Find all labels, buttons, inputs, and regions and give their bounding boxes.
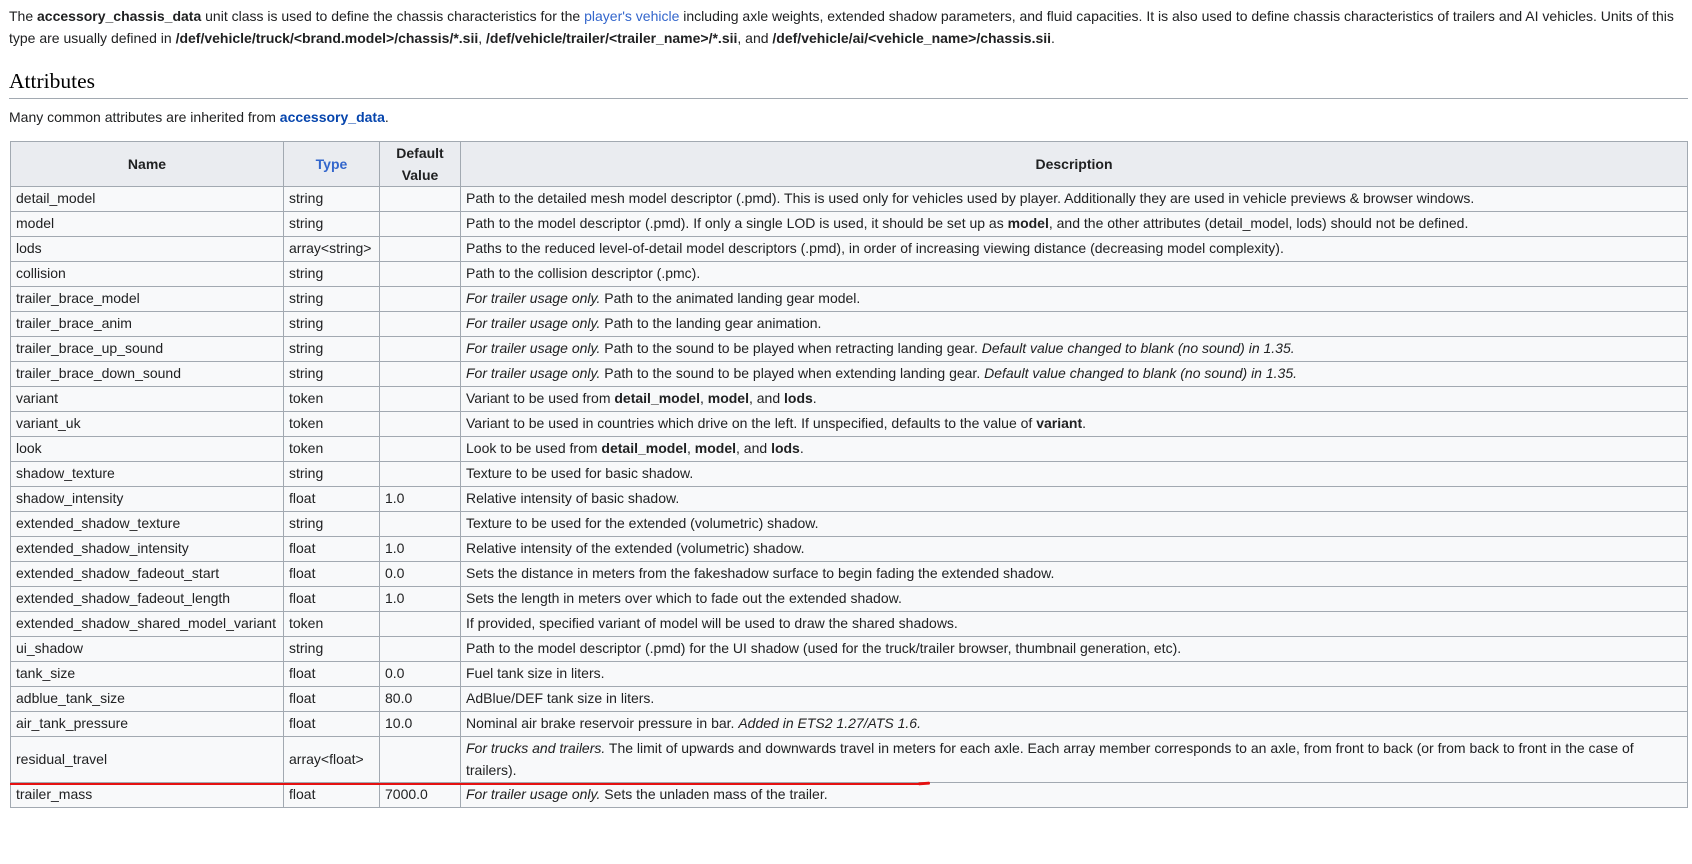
attribute-description: Relative intensity of the extended (volumetric) shadow. [461, 537, 1688, 562]
desc-note: For trailer usage only. [466, 340, 601, 357]
desc-text: Path to the model descriptor (.pmd). If only a single LOD is used, it should be set up as [466, 215, 1008, 232]
attribute-name: variant_uk [11, 412, 284, 437]
table-header-row [11, 142, 1688, 187]
attribute-description [461, 312, 1688, 337]
desc-keyword: lods [771, 440, 800, 457]
players-vehicle-link[interactable]: player's vehicle [584, 8, 680, 24]
desc-keyword: model [694, 440, 737, 457]
table-row-adblue-tank-size [11, 687, 1688, 712]
path-ai: /def/vehicle/ai/<vehicle_name>/chassis.sii [772, 30, 1052, 46]
desc-text: , [687, 440, 695, 457]
desc-keyword: detail_model [614, 390, 700, 407]
attribute-default: 1.0 [380, 487, 461, 512]
attribute-name: trailer_mass [11, 783, 284, 808]
desc-text: Path to the sound to be played when retracting landing gear. [600, 340, 982, 357]
table-row-air-tank-pressure [11, 712, 1688, 737]
attribute-type: string [284, 262, 380, 287]
desc-text: Path to the landing gear animation. [600, 315, 822, 332]
attribute-name: lods [11, 237, 284, 262]
attribute-description [461, 387, 1688, 412]
attribute-type: string [284, 637, 380, 662]
table-row-extended-shadow-fadeout-length [11, 587, 1688, 612]
attribute-default [380, 612, 461, 637]
attribute-default [380, 637, 461, 662]
desc-text: . [812, 390, 817, 407]
attribute-type: float [284, 687, 380, 712]
attribute-description: Sets the length in meters over which to fade out the extended shadow. [461, 587, 1688, 612]
attribute-default: 1.0 [380, 587, 461, 612]
intro-paragraph [9, 5, 1689, 49]
path-trailer: /def/vehicle/trailer/<trailer_name>/*.sii [486, 30, 738, 46]
header-type[interactable] [284, 142, 380, 187]
attribute-name: trailer_brace_model [11, 287, 284, 312]
attribute-name: extended_shadow_texture [11, 512, 284, 537]
attributes-heading: Attributes [9, 66, 1688, 99]
attribute-description [461, 437, 1688, 462]
table-row-trailer-brace-up-sound [11, 337, 1688, 362]
type-link[interactable]: Type [315, 156, 348, 172]
accessory-data-link[interactable] [280, 109, 385, 125]
desc-keyword: variant [1036, 415, 1083, 432]
attribute-type: string [284, 187, 380, 212]
attribute-description: Fuel tank size in liters. [461, 662, 1688, 687]
inherit-text: . [384, 109, 389, 125]
attribute-type: float [284, 783, 380, 808]
attribute-name: trailer_brace_down_sound [11, 362, 284, 387]
attribute-description [461, 337, 1688, 362]
desc-note: Default value changed to blank (no sound) in 1.35. [981, 340, 1295, 357]
attribute-name: trailer_brace_up_sound [11, 337, 284, 362]
header-default-line2: Value [401, 167, 439, 183]
attribute-default: 10.0 [380, 712, 461, 737]
desc-keyword: model [707, 390, 749, 407]
desc-text: Nominal air brake reservoir pressure in bar. [466, 715, 739, 732]
attribute-default [380, 512, 461, 537]
table-row-variant [11, 387, 1688, 412]
inherit-note [9, 106, 389, 128]
intro-text: . [1051, 30, 1055, 46]
attribute-default [380, 412, 461, 437]
attribute-type: token [284, 437, 380, 462]
attribute-description [461, 712, 1688, 737]
header-name: Name [11, 142, 284, 187]
attribute-description: Path to the detailed mesh model descriptor (.pmd). This is used only for vehicles used by player. Additionally they are used in vehicle previews & browser windows. [461, 187, 1688, 212]
desc-keyword: detail_model [601, 440, 688, 457]
desc-note: For trailer usage only. [466, 365, 601, 382]
attribute-type: string [284, 312, 380, 337]
attribute-description: Paths to the reduced level-of-detail model descriptors (.pmd), in order of increasing viewing distance (decreasing model complexity). [461, 237, 1688, 262]
intro-text: , [478, 30, 487, 46]
table-row-model [11, 212, 1688, 237]
attribute-default: 0.0 [380, 662, 461, 687]
table-row-trailer-brace-anim [11, 312, 1688, 337]
desc-text: Sets the unladen mass of the trailer. [600, 786, 828, 803]
desc-note: For trailer usage only. [466, 786, 601, 803]
intro-text: , and [737, 30, 773, 46]
table-row-ui-shadow [11, 637, 1688, 662]
header-default-value [380, 142, 461, 187]
desc-note: For trailer usage only. [466, 315, 601, 332]
table-row-detail-model [11, 187, 1688, 212]
attribute-description [461, 362, 1688, 387]
table-row-extended-shadow-texture [11, 512, 1688, 537]
desc-text: Path to the animated landing gear model. [600, 290, 861, 307]
table-row-residual-travel [11, 737, 1688, 783]
attribute-type: float [284, 587, 380, 612]
attribute-name: trailer_brace_anim [11, 312, 284, 337]
attribute-type: string [284, 362, 380, 387]
attribute-name: adblue_tank_size [11, 687, 284, 712]
attribute-description: Path to the collision descriptor (.pmc). [461, 262, 1688, 287]
attribute-name: residual_travel [11, 737, 284, 783]
desc-note: Added in ETS2 1.27/ATS 1.6. [738, 715, 921, 732]
desc-keyword: lods [784, 390, 813, 407]
path-truck: /def/vehicle/truck/<brand.model>/chassis/*.sii [175, 30, 479, 46]
attribute-default: 1.0 [380, 537, 461, 562]
attribute-description: If provided, specified variant of model will be used to draw the shared shadows. [461, 612, 1688, 637]
table-row-extended-shadow-shared-model-variant [11, 612, 1688, 637]
attribute-default [380, 437, 461, 462]
desc-note: For trucks and trailers. [466, 740, 606, 756]
attribute-type: float [284, 562, 380, 587]
attribute-description: Texture to be used for basic shadow. [461, 462, 1688, 487]
table-body [11, 187, 1688, 808]
attribute-default [380, 737, 461, 783]
attribute-name: tank_size [11, 662, 284, 687]
table-row-extended-shadow-fadeout-start [11, 562, 1688, 587]
attribute-type: string [284, 337, 380, 362]
desc-note: Default value changed to blank (no sound) in 1.35. [984, 365, 1297, 382]
desc-text: . [1082, 415, 1087, 432]
desc-text: . [799, 440, 804, 457]
attribute-name: shadow_intensity [11, 487, 284, 512]
attribute-type: string [284, 287, 380, 312]
attribute-default [380, 287, 461, 312]
table-row-tank-size [11, 662, 1688, 687]
table-row-look [11, 437, 1688, 462]
attribute-default [380, 312, 461, 337]
accessory-data-link-label: accessory_data [279, 109, 385, 125]
table-row-shadow-texture [11, 462, 1688, 487]
attribute-name: extended_shadow_fadeout_length [11, 587, 284, 612]
attribute-description: Relative intensity of basic shadow. [461, 487, 1688, 512]
table-row-trailer-mass [11, 783, 1688, 808]
class-name: accessory_chassis_data [37, 8, 202, 24]
desc-text: The limit of upwards and downwards travel in meters for each axle. Each array member corresponds to an axle, from front to back (or from back to front in the case of trailers). [466, 740, 1634, 778]
table-row-collision [11, 262, 1688, 287]
attribute-default [380, 387, 461, 412]
intro-text: including axle weights, extended shadow parameters, and fluid capacities. It is also used to define chassis characteristics of trailers and AI vehicles. Units of this type are usually defined in [9, 8, 1674, 46]
attribute-description [461, 212, 1688, 237]
attribute-name: extended_shadow_intensity [11, 537, 284, 562]
attribute-type: float [284, 712, 380, 737]
desc-text: , and [748, 390, 785, 407]
table-row-lods [11, 237, 1688, 262]
attribute-description [461, 287, 1688, 312]
table-row-variant-uk [11, 412, 1688, 437]
table-row-trailer-brace-down-sound [11, 362, 1688, 387]
attribute-default: 7000.0 [380, 783, 461, 808]
desc-note: For trailer usage only. [466, 290, 601, 307]
attribute-default [380, 462, 461, 487]
inherit-text: Many common attributes are inherited from [9, 109, 280, 125]
desc-text: Path to the sound to be played when extending landing gear. [600, 365, 985, 382]
attribute-type: string [284, 512, 380, 537]
attribute-type: array<float> [284, 737, 380, 783]
attribute-type: string [284, 462, 380, 487]
table-row-trailer-brace-model [11, 287, 1688, 312]
attribute-default [380, 362, 461, 387]
attribute-description: Path to the model descriptor (.pmd) for the UI shadow (used for the truck/trailer browser, thumbnail generation, etc). [461, 637, 1688, 662]
table-row-extended-shadow-intensity [11, 537, 1688, 562]
attribute-default [380, 212, 461, 237]
attribute-description [461, 737, 1688, 783]
desc-text: , and [736, 440, 772, 457]
intro-text: unit class is used to define the chassis characteristics for the [201, 8, 585, 24]
attribute-name: look [11, 437, 284, 462]
table-row-shadow-intensity [11, 487, 1688, 512]
header-description: Description [461, 142, 1688, 187]
attribute-default [380, 337, 461, 362]
attribute-type: string [284, 212, 380, 237]
attribute-default [380, 237, 461, 262]
attribute-type: float [284, 662, 380, 687]
header-default-line1: Default [396, 145, 444, 161]
attribute-name: shadow_texture [11, 462, 284, 487]
desc-text: Look to be used from [466, 440, 602, 457]
attribute-name: variant [11, 387, 284, 412]
desc-text: , [699, 390, 708, 407]
attribute-name: ui_shadow [11, 637, 284, 662]
attribute-description [461, 412, 1688, 437]
attribute-name: collision [11, 262, 284, 287]
desc-keyword: model [1007, 215, 1049, 232]
attributes-table [10, 141, 1688, 808]
attribute-type: float [284, 537, 380, 562]
attribute-description: AdBlue/DEF tank size in liters. [461, 687, 1688, 712]
attribute-description: Sets the distance in meters from the fakeshadow surface to begin fading the extended shadow. [461, 562, 1688, 587]
desc-text: Variant to be used from [466, 390, 615, 407]
attribute-type: float [284, 487, 380, 512]
attribute-description [461, 783, 1688, 808]
attribute-type: token [284, 412, 380, 437]
attribute-type: array<string> [284, 237, 380, 262]
attribute-name: extended_shadow_shared_model_variant [11, 612, 284, 637]
attribute-default: 0.0 [380, 562, 461, 587]
attribute-description: Texture to be used for the extended (volumetric) shadow. [461, 512, 1688, 537]
intro-text: The [9, 8, 38, 24]
attribute-type: token [284, 387, 380, 412]
attribute-name: air_tank_pressure [11, 712, 284, 737]
attribute-default [380, 262, 461, 287]
desc-text: , and the other attributes (detail_model, lods) should not be defined. [1048, 215, 1469, 232]
attribute-name: detail_model [11, 187, 284, 212]
highlight-underline [10, 783, 922, 785]
desc-text: Variant to be used in countries which drive on the left. If unspecified, defaults to the value of [466, 415, 1037, 432]
attribute-name: model [11, 212, 284, 237]
attribute-name: extended_shadow_fadeout_start [11, 562, 284, 587]
attribute-type: token [284, 612, 380, 637]
attribute-default: 80.0 [380, 687, 461, 712]
attribute-default [380, 187, 461, 212]
